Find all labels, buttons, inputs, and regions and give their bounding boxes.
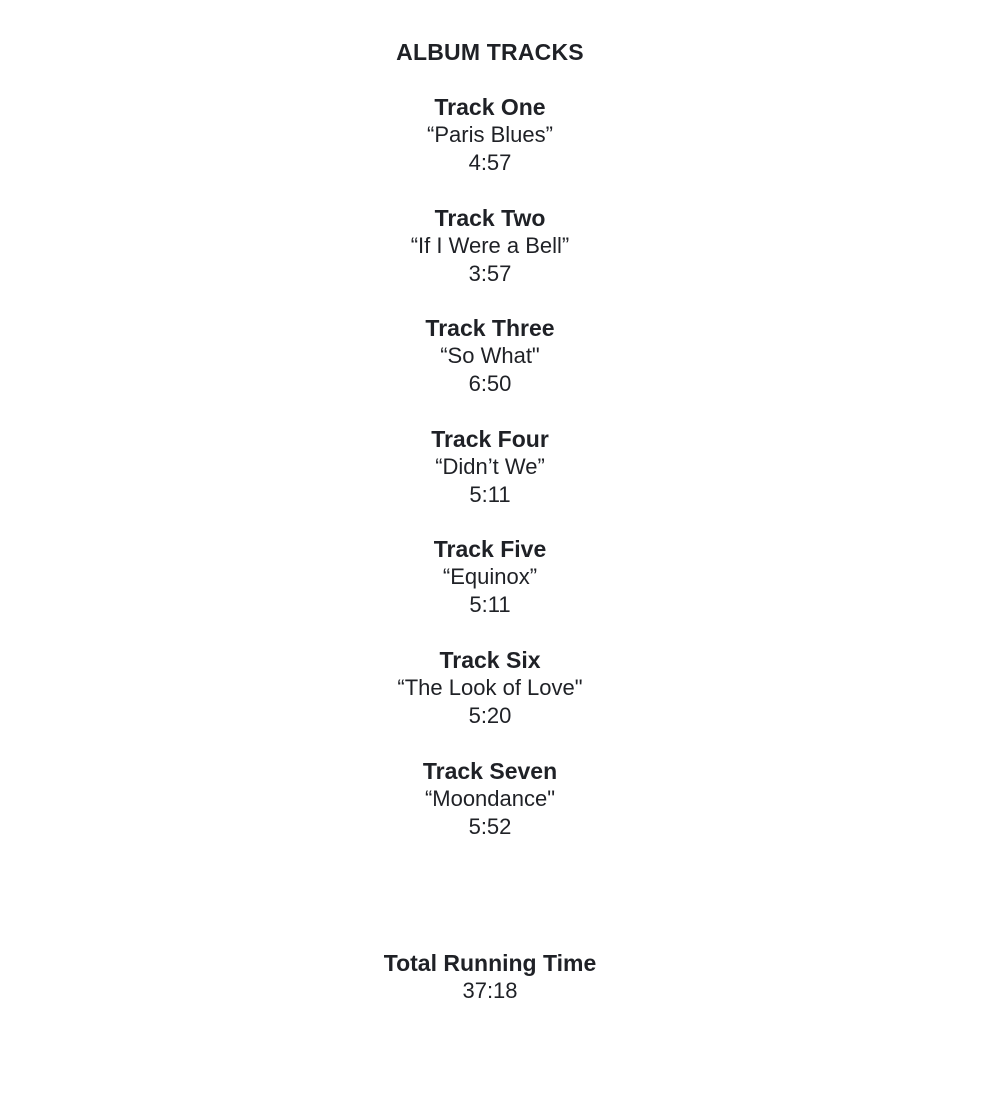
track-label: Track Seven xyxy=(422,758,558,784)
track-item xyxy=(0,426,980,508)
track-title: “The Look of Love" xyxy=(397,675,583,700)
track-title: “If I Were a Bell” xyxy=(410,233,570,258)
track-label: Track Three xyxy=(425,315,555,341)
track-title: “Moondance" xyxy=(424,786,556,811)
track-title: “So What" xyxy=(440,343,540,368)
track-duration: 5:52 xyxy=(468,813,512,839)
track-duration: 5:11 xyxy=(469,481,511,507)
track-label: Track Two xyxy=(434,205,546,231)
track-duration: 6:50 xyxy=(468,370,512,396)
track-item xyxy=(0,536,980,618)
track-duration: 4:57 xyxy=(468,149,512,175)
track-label: Track Six xyxy=(439,647,541,673)
track-label: Track One xyxy=(434,94,546,120)
track-title: “Equinox” xyxy=(442,564,538,589)
track-title: “Paris Blues” xyxy=(427,122,553,147)
track-duration: 5:20 xyxy=(468,702,512,728)
track-label: Track Five xyxy=(433,536,547,562)
track-duration: 3:57 xyxy=(468,260,512,286)
track-duration: 5:11 xyxy=(469,591,511,617)
track-label: Track Four xyxy=(431,426,549,452)
track-item xyxy=(0,94,980,176)
track-item xyxy=(0,315,980,397)
total-running-time xyxy=(0,950,980,1005)
total-duration: 37:18 xyxy=(462,978,518,1003)
track-item xyxy=(0,647,980,729)
total-label: Total Running Time xyxy=(383,950,597,976)
track-title: “Didn’t We” xyxy=(435,454,545,479)
track-item xyxy=(0,758,980,840)
page-title: ALBUM TRACKS xyxy=(396,39,584,65)
track-item xyxy=(0,205,980,287)
